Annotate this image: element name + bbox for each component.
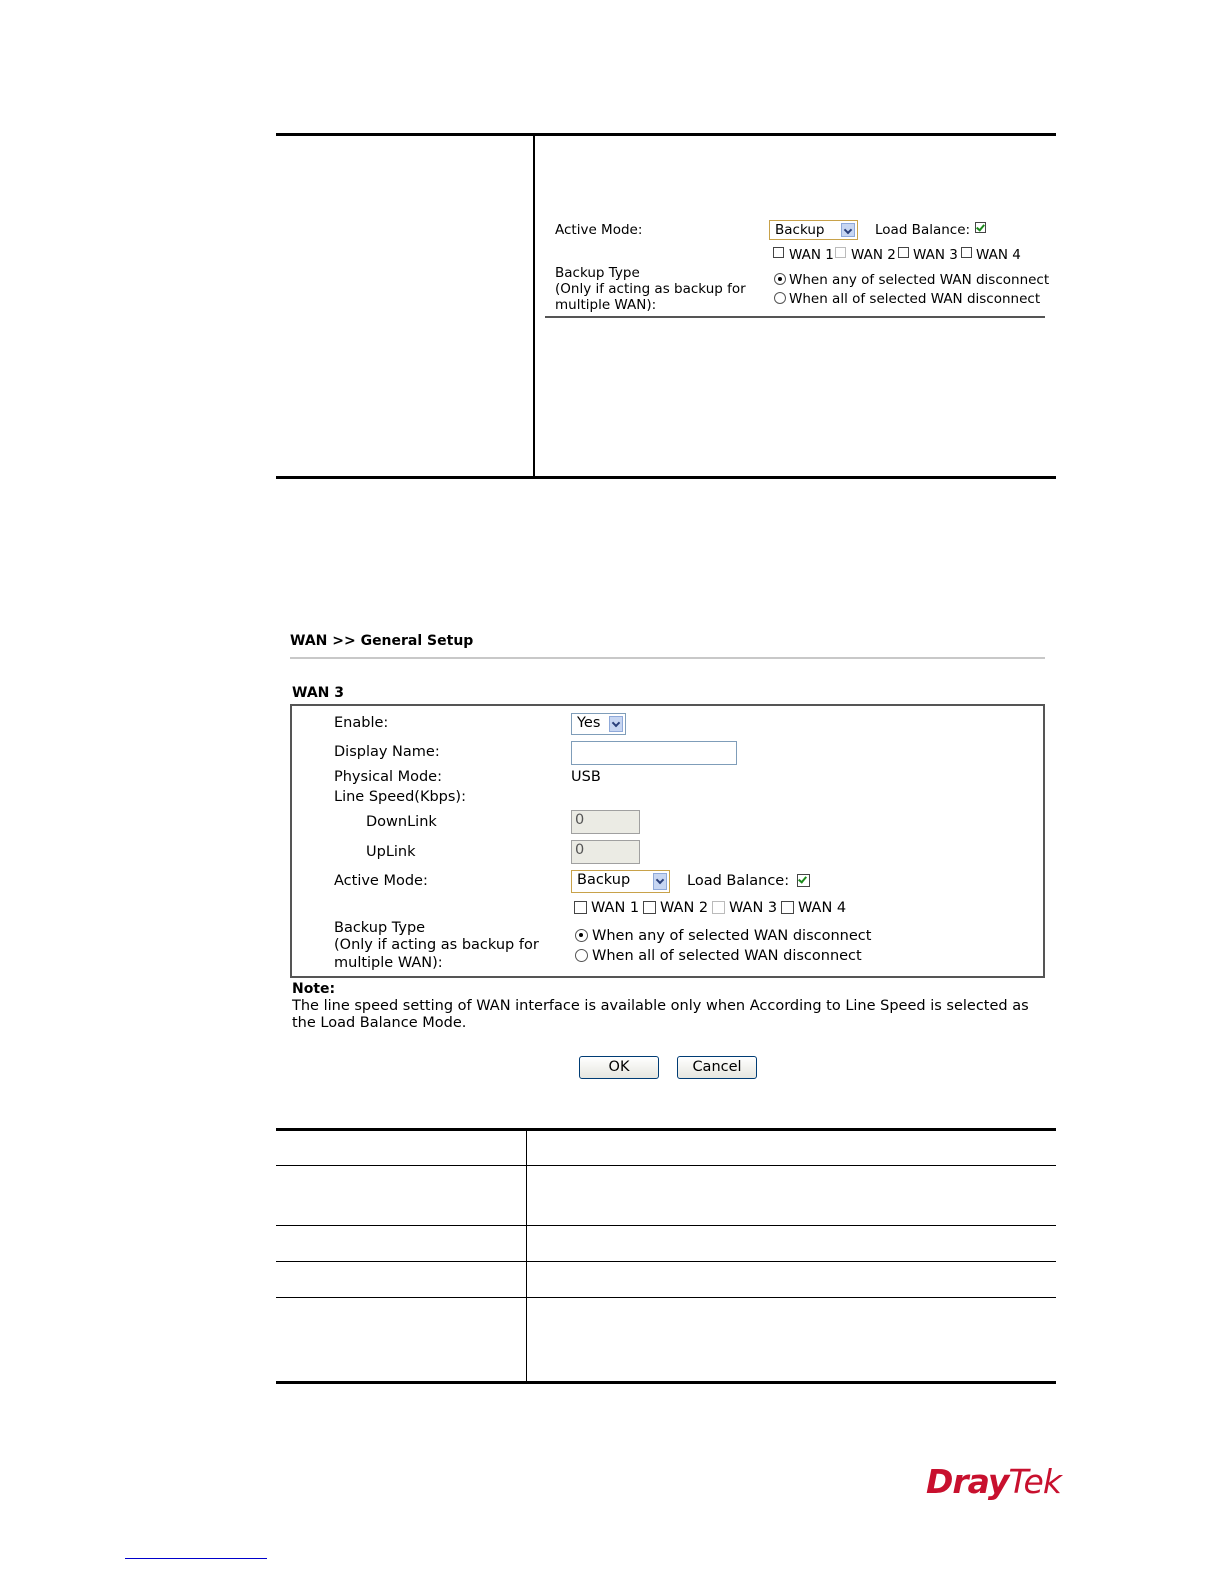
logo-part-1: Dray [926, 1462, 1009, 1501]
top-radio-all[interactable] [774, 292, 786, 304]
note-line-1: The line speed setting of WAN interface is available only when According to Line Speed is selected as [292, 998, 1029, 1014]
top-backup-type-label-2: (Only if acting as backup for [555, 281, 746, 297]
top-wan4-label: WAN 4 [976, 247, 1021, 263]
active-mode-value: Backup [577, 872, 631, 888]
load-balance-label: Load Balance: [687, 873, 790, 889]
top-active-mode-value: Backup [775, 222, 825, 238]
radio-any-label: When any of selected WAN disconnect [592, 928, 872, 944]
bottom-table-column-divider [526, 1131, 527, 1382]
bottom-table-bottom-border [276, 1381, 1056, 1384]
radio-any[interactable] [575, 929, 588, 942]
top-radio-any-label: When any of selected WAN disconnect [789, 272, 1050, 288]
downlink-input[interactable] [571, 810, 640, 834]
top-radio-any[interactable] [774, 273, 786, 285]
active-mode-select[interactable] [571, 870, 670, 893]
chevron-down-icon [841, 223, 855, 237]
top-table-top-border [276, 133, 1056, 136]
note-title: Note: [292, 981, 336, 997]
breadcrumb: WAN >> General Setup [290, 633, 474, 649]
bottom-table-row-rule-4 [276, 1297, 1056, 1298]
ok-button[interactable]: OK [579, 1056, 659, 1079]
breadcrumb-divider [290, 657, 1045, 659]
top-wan2-checkbox [835, 247, 846, 258]
logo-part-2: Tek [1008, 1462, 1061, 1501]
top-table-bottom-border [276, 476, 1056, 479]
enable-label: Enable: [334, 715, 389, 731]
physical-mode-label: Physical Mode: [334, 769, 442, 785]
active-mode-label: Active Mode: [334, 873, 428, 889]
top-active-mode-label: Active Mode: [555, 222, 643, 238]
wan1-label: WAN 1 [591, 900, 640, 916]
wan1-checkbox[interactable] [574, 901, 587, 914]
backup-type-label-1: Backup Type [334, 920, 426, 936]
top-wan1-label: WAN 1 [789, 247, 834, 263]
bottom-table-top-border [276, 1128, 1056, 1131]
uplink-label: UpLink [366, 844, 416, 860]
enable-select[interactable] [571, 713, 626, 735]
section-title: WAN 3 [292, 685, 344, 701]
bottom-table-row-rule-2 [276, 1225, 1056, 1226]
radio-all-label: When all of selected WAN disconnect [592, 948, 862, 964]
downlink-label: DownLink [366, 814, 437, 830]
top-wan3-label: WAN 3 [913, 247, 958, 263]
radio-all[interactable] [575, 949, 588, 962]
wan4-checkbox[interactable] [781, 901, 794, 914]
backup-type-label-2: (Only if acting as backup for [334, 937, 539, 953]
uplink-input[interactable] [571, 840, 640, 864]
footer-link-underline [125, 1558, 267, 1559]
top-wan3-checkbox[interactable] [898, 247, 909, 258]
wan2-label: WAN 2 [660, 900, 709, 916]
top-wan1-checkbox[interactable] [773, 247, 784, 258]
load-balance-checkbox[interactable] [797, 874, 810, 887]
wan4-label: WAN 4 [798, 900, 847, 916]
line-speed-label: Line Speed(Kbps): [334, 789, 466, 805]
top-backup-type-label-1: Backup Type [555, 265, 640, 281]
top-panel-bottom-rule [545, 316, 1045, 318]
top-table-column-divider [533, 136, 535, 477]
top-active-mode-select[interactable] [769, 220, 858, 240]
chevron-down-icon [653, 873, 667, 890]
wan3-checkbox [712, 901, 725, 914]
bottom-table-row-rule-1 [276, 1165, 1056, 1166]
downlink-value: 0 [575, 812, 585, 828]
enable-value: Yes [577, 715, 601, 731]
physical-mode-value: USB [571, 769, 601, 785]
wan3-label: WAN 3 [729, 900, 778, 916]
backup-type-label-3: multiple WAN): [334, 955, 443, 971]
top-backup-type-label-3: multiple WAN): [555, 297, 657, 313]
top-load-balance-checkbox[interactable] [975, 222, 986, 233]
top-radio-all-label: When all of selected WAN disconnect [789, 291, 1041, 307]
display-name-input[interactable] [571, 741, 737, 765]
chevron-down-icon [609, 716, 623, 732]
wan2-checkbox[interactable] [643, 901, 656, 914]
cancel-button[interactable]: Cancel [677, 1056, 757, 1079]
display-name-label: Display Name: [334, 744, 440, 760]
uplink-value: 0 [575, 842, 585, 858]
bottom-table-row-rule-3 [276, 1261, 1056, 1262]
draytek-logo [926, 1462, 1061, 1501]
note-line-2: the Load Balance Mode. [292, 1015, 467, 1031]
top-wan2-label: WAN 2 [851, 247, 896, 263]
top-wan4-checkbox[interactable] [961, 247, 972, 258]
top-load-balance-label: Load Balance: [875, 222, 971, 238]
